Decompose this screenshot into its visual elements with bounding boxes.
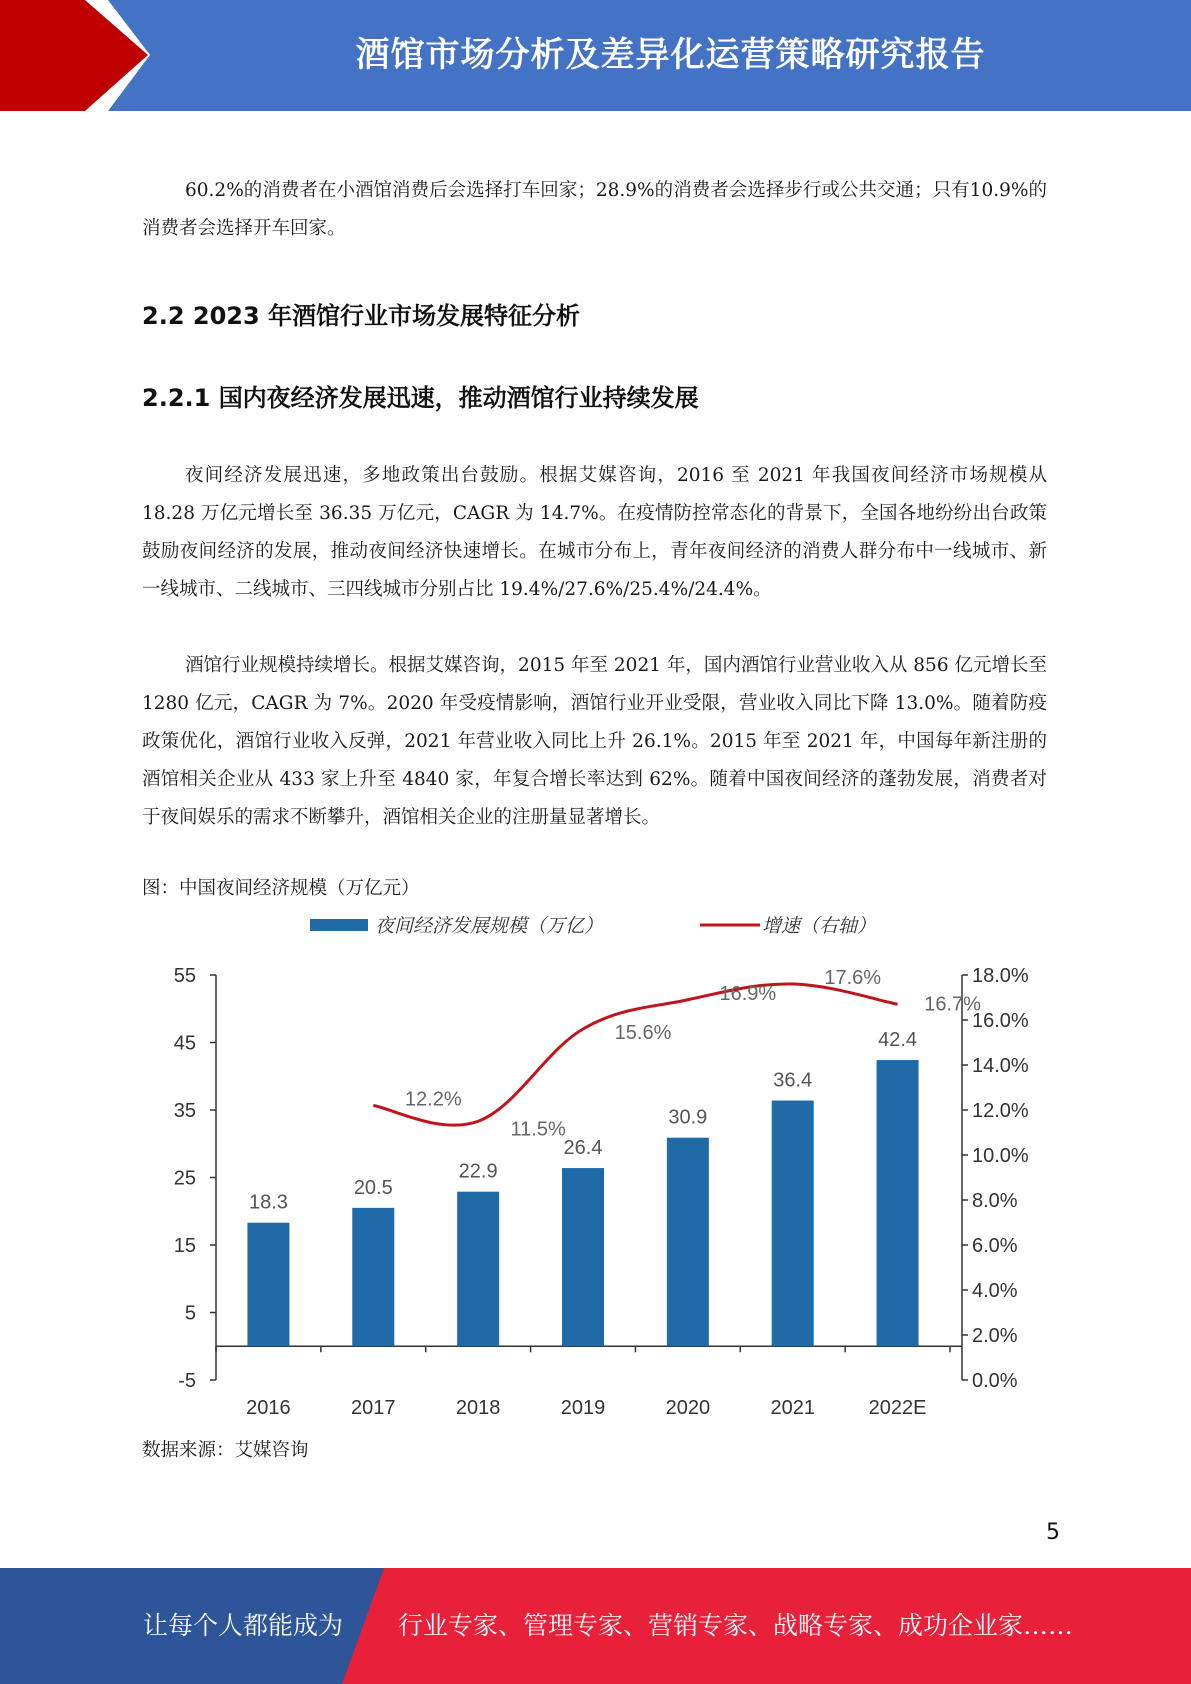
bar-value-label: 42.4 xyxy=(878,1029,918,1052)
x-axis-category-label: 2020 xyxy=(665,1397,711,1419)
right-axis-tick-label: 2.0% xyxy=(972,1325,1018,1347)
x-axis-category-label: 2021 xyxy=(770,1397,815,1419)
bar-2022E xyxy=(877,1060,919,1346)
page-footer xyxy=(0,1568,1191,1684)
right-axis-tick-label: 0.0% xyxy=(972,1370,1018,1392)
paragraph-night-economy: 夜间经济发展迅速，多地政策出台鼓励。根据艾媒咨询，2016 至 2021 年我国夜间经济市场规模从 18.28 万亿元增长至 36.35 万亿元，CAGR 为 14.7%。在疫情防控常态化的背景下，全国各地纷纷出台政策鼓励夜间经济的发展，推动夜间经济快速增长。在城市分布上，青年夜间经济的消费人群分布中一线城市、新一线城市、二线城市、三四线城市分别占比 19.4%/27.6%/25.4%/24.4%。 xyxy=(142,465,1047,600)
data-source: 数据来源：艾媒咨询 xyxy=(142,1440,309,1461)
bar-2017 xyxy=(352,1208,394,1346)
page-number: 5 xyxy=(1046,1520,1060,1545)
right-axis-tick-label: 12.0% xyxy=(972,1100,1029,1122)
right-axis-tick-label: 14.0% xyxy=(972,1055,1029,1077)
legend-bar-swatch xyxy=(310,919,368,931)
bar-2020 xyxy=(667,1138,709,1347)
x-axis-category-label: 2017 xyxy=(351,1397,396,1419)
paragraph-bar-industry: 酒馆行业规模持续增长。根据艾媒咨询，2015 年至 2021 年，国内酒馆行业营业收入从 856 亿元增长至 1280 亿元，CAGR 为 7%。2020 年受疫情影响，酒馆行业开业受限，营业收入同比下降 13.0%。随着防疫政策优化，酒馆行业收入反弹，2021 年营业收入同比上升 26.1%。2015 年至 2021 年，中国每年新注册的酒馆相关企业从 433 家上升至 4840 家，年复合增长率达到 62%。随着中国夜间经济的蓬勃发展，消费者对于夜间娱乐的需求不断攀升，酒馆相关企业的注册量显著增长。 xyxy=(142,655,1047,828)
left-axis-tick-label: 15 xyxy=(173,1235,196,1257)
growth-rate-label: 15.6% xyxy=(614,1022,672,1044)
right-axis-tick-label: 18.0% xyxy=(972,965,1029,987)
right-axis-tick-label: 10.0% xyxy=(972,1145,1029,1167)
header-title: 酒馆市场分析及差异化运营策略研究报告 xyxy=(355,35,986,75)
left-axis-tick-label: 45 xyxy=(173,1032,196,1055)
night-economy-chart xyxy=(140,900,1040,1440)
bar-value-label: 18.3 xyxy=(248,1191,288,1214)
page-header xyxy=(0,0,1191,111)
bar-value-label: 30.9 xyxy=(668,1106,708,1129)
bar-2021 xyxy=(772,1101,814,1347)
footer-slogan-left: 让每个人都能成为 xyxy=(143,1611,344,1640)
bar-value-label: 22.9 xyxy=(458,1160,498,1183)
left-axis-tick-label: 55 xyxy=(173,965,196,987)
bar-2016 xyxy=(247,1223,289,1347)
right-axis-tick-label: 16.0% xyxy=(972,1010,1029,1032)
left-axis-tick-label: 5 xyxy=(184,1302,196,1325)
section-heading-2-2: 2.2 2023 年酒馆行业市场发展特征分析 xyxy=(142,302,581,330)
growth-rate-label: 16.7% xyxy=(924,993,981,1016)
growth-rate-label: 12.2% xyxy=(404,1088,462,1111)
bar-2018 xyxy=(457,1192,499,1347)
left-axis-tick-label: -5 xyxy=(178,1370,196,1392)
right-axis-tick-label: 6.0% xyxy=(972,1235,1018,1257)
legend-line-label: 增速（右轴） xyxy=(762,915,877,937)
growth-rate-label: 16.9% xyxy=(719,982,777,1005)
x-axis-category-label: 2016 xyxy=(246,1397,291,1419)
x-axis-category-label: 2019 xyxy=(560,1397,606,1419)
growth-rate-label: 17.6% xyxy=(824,967,882,989)
x-axis-category-label: 2018 xyxy=(455,1397,501,1419)
bar-2019 xyxy=(562,1168,604,1346)
growth-rate-label: 11.5% xyxy=(510,1118,566,1141)
bar-value-label: 26.4 xyxy=(563,1137,603,1160)
right-axis-tick-label: 8.0% xyxy=(972,1190,1018,1212)
footer-slogan-right: 行业专家、管理专家、营销专家、战略专家、成功企业家…… xyxy=(398,1611,1074,1640)
x-axis-category-label: 2022E xyxy=(868,1397,927,1419)
paragraph-consumer-transport: 60.2%的消费者在小酒馆消费后会选择打车回家；28.9%的消费者会选择步行或公共交通；只有10.9%的消费者会选择开车回家。 xyxy=(142,180,1047,239)
left-axis-tick-label: 35 xyxy=(173,1100,196,1122)
bar-value-label: 36.4 xyxy=(773,1069,813,1092)
bar-value-label: 20.5 xyxy=(353,1176,393,1199)
section-heading-2-2-1: 2.2.1 国内夜经济发展迅速，推动酒馆行业持续发展 xyxy=(142,384,699,412)
right-axis-tick-label: 4.0% xyxy=(972,1280,1018,1302)
legend-bar-label: 夜间经济发展规模（万亿） xyxy=(375,915,604,937)
left-axis-tick-label: 25 xyxy=(173,1167,196,1190)
figure-caption: 图：中国夜间经济规模（万亿元） xyxy=(142,878,420,899)
